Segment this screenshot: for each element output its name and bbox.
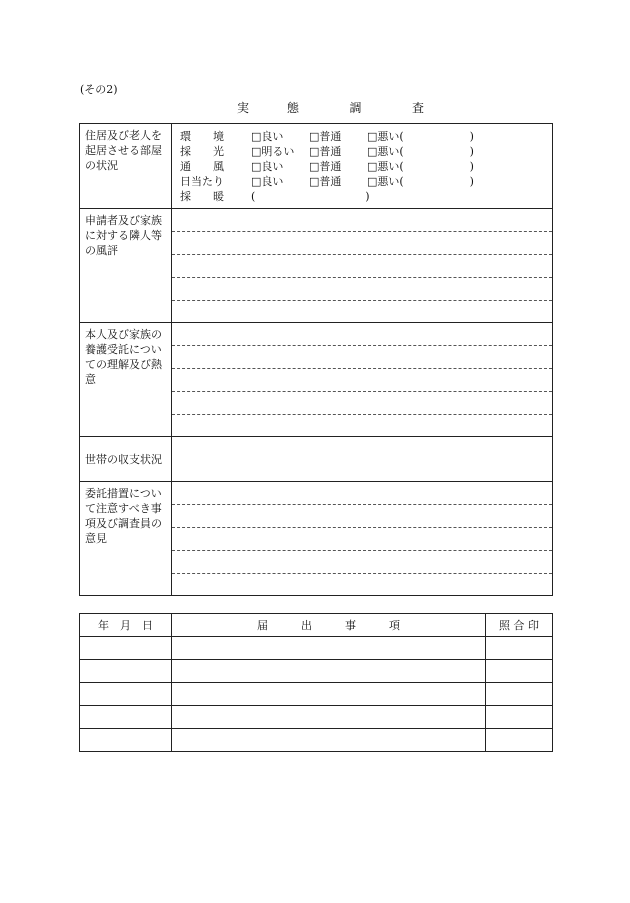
- dotted-line: [172, 391, 552, 392]
- notes-row: [80, 482, 553, 596]
- income-field[interactable]: [172, 437, 553, 482]
- dotted-line: [172, 527, 552, 528]
- notification-cell[interactable]: [172, 706, 486, 729]
- env-line-sunlight: [180, 174, 552, 189]
- env-option-normal[interactable]: □普通: [309, 145, 342, 158]
- env-option-bad[interactable]: □悪い( ): [367, 145, 474, 158]
- date-cell[interactable]: [80, 729, 172, 752]
- dotted-line: [172, 504, 552, 505]
- seal-cell[interactable]: [486, 683, 553, 706]
- header-notification: 届 出 事 項: [172, 614, 486, 637]
- env-option-bad[interactable]: □悪い( ): [367, 160, 474, 173]
- seal-cell[interactable]: [486, 706, 553, 729]
- reputation-label: 申請者及び家族 に対する隣人等 の風評: [80, 209, 172, 323]
- notes-label: 委託措置につい て注意すべき事 項及び調査員の 意見: [80, 482, 172, 596]
- table-row: [80, 683, 553, 706]
- dotted-line: [172, 368, 552, 369]
- date-cell[interactable]: [80, 683, 172, 706]
- env-line-lighting: [180, 144, 552, 159]
- dotted-line: [172, 254, 552, 255]
- housing-row: [80, 124, 553, 209]
- date-cell[interactable]: [80, 660, 172, 683]
- notification-cell[interactable]: [172, 729, 486, 752]
- seal-cell[interactable]: [486, 637, 553, 660]
- table-row: [80, 637, 553, 660]
- dotted-line: [172, 300, 552, 301]
- table-row: [80, 660, 553, 683]
- dotted-line: [172, 345, 552, 346]
- date-cell[interactable]: [80, 706, 172, 729]
- page-label: (その2): [80, 83, 118, 96]
- seal-cell[interactable]: [486, 660, 553, 683]
- notification-header-row: [80, 614, 553, 637]
- env-line-heating: [180, 189, 552, 204]
- env-line-ventilation: [180, 159, 552, 174]
- env-name: 日当たり: [180, 175, 224, 188]
- dotted-line: [172, 573, 552, 574]
- dotted-line: [172, 277, 552, 278]
- env-name: 採 光: [180, 145, 224, 158]
- seal-cell[interactable]: [486, 729, 553, 752]
- env-name: 環 境: [180, 130, 224, 143]
- env-option-normal[interactable]: □普通: [309, 130, 342, 143]
- understanding-label: 本人及び家族の 養護受託につい ての理解及び熱 意: [80, 323, 172, 437]
- income-row: [80, 437, 553, 482]
- housing-conditions: [172, 124, 553, 209]
- env-option-good[interactable]: □良い: [251, 175, 284, 188]
- env-option-bright[interactable]: □明るい: [251, 145, 295, 158]
- notification-cell[interactable]: [172, 637, 486, 660]
- env-option-bad[interactable]: □悪い( ): [367, 130, 474, 143]
- reputation-row: [80, 209, 553, 323]
- notification-cell[interactable]: [172, 683, 486, 706]
- env-option-normal[interactable]: □普通: [309, 175, 342, 188]
- env-name: 採 暖: [180, 190, 224, 203]
- env-option-normal[interactable]: □普通: [309, 160, 342, 173]
- survey-table: [79, 123, 553, 596]
- table-row: [80, 706, 553, 729]
- notes-field[interactable]: [172, 482, 553, 596]
- page-title: 実 態 調 査: [237, 101, 425, 115]
- date-cell[interactable]: [80, 637, 172, 660]
- understanding-row: [80, 323, 553, 437]
- header-seal: 照 合 印: [486, 614, 553, 637]
- notification-cell[interactable]: [172, 660, 486, 683]
- table-row: [80, 729, 553, 752]
- dotted-line: [172, 231, 552, 232]
- env-heating-field[interactable]: ( ): [251, 190, 370, 203]
- reputation-field[interactable]: [172, 209, 553, 323]
- env-option-bad[interactable]: □悪い( ): [367, 175, 474, 188]
- env-option-good[interactable]: □良い: [251, 160, 284, 173]
- income-label: 世帯の収支状況: [80, 437, 172, 482]
- understanding-field[interactable]: [172, 323, 553, 437]
- env-option-good[interactable]: □良い: [251, 130, 284, 143]
- env-line-environment: [180, 129, 552, 144]
- notification-table: [79, 613, 553, 752]
- housing-label: 住居及び老人を 起居させる部屋 の状況: [80, 124, 172, 209]
- env-name: 通 風: [180, 160, 224, 173]
- dotted-line: [172, 550, 552, 551]
- dotted-line: [172, 414, 552, 415]
- header-date: 年 月 日: [80, 614, 172, 637]
